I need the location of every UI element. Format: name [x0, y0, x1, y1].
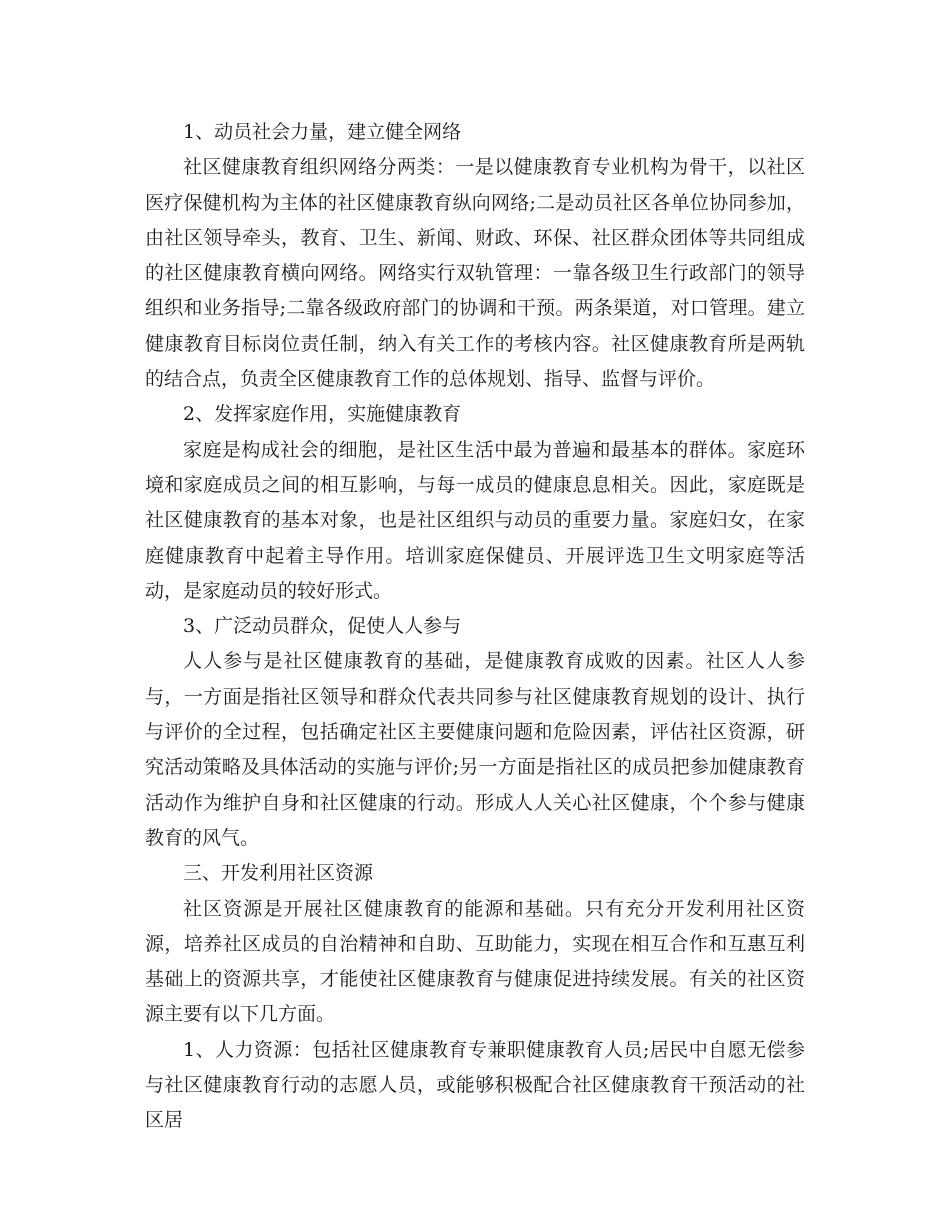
document-body	[145, 115, 805, 1139]
section-heading: 1、动员社会力量，建立健全网络	[183, 121, 462, 143]
body-paragraph: 人人参与是社区健康教育的基础，是健康教育成败的因素。社区人人参与，一方面是指社区领导和群众代表共同参与社区健康教育规划的设计、执行与评价的全过程，包括确定社区主要健康问题和危险因素，评估社区资源，研究活动策略及具体活动的实施与评价;另一方面是指社区的成员把参加健康教育活动作为维护自身和社区健康的行动。形成人人关心社区健康，个个参与健康教育的风气。	[145, 650, 805, 849]
section-heading: 三、开发利用社区资源	[183, 862, 374, 885]
section-heading: 2、发挥家庭作用，实施健康教育	[183, 403, 462, 426]
body-paragraph: 社区健康教育组织网络分两类：一是以健康教育专业机构为骨干，以社区医疗保健机构为主体的社区健康教育纵向网络;二是动员社区各单位协同参加，由社区领导牵头，教育、卫生、新闻、财政、环保、社区群众团体等共同组成的社区健康教育横向网络。网络实行双轨管理：一靠各级卫生行政部门的领导组织和业务指导;二靠各级政府部门的协调和干预。两条渠道，对口管理。建立健康教育目标岗位责任制，纳入有关工作的考核内容。社区健康教育所是两轨的结合点，负责全区健康教育工作的总体规划、指导、监督与评价。	[145, 156, 805, 391]
body-paragraph: 家庭是构成社会的细胞，是社区生活中最为普遍和最基本的群体。家庭环境和家庭成员之间的相互影响，与每一成员的健康息息相关。因此，家庭既是社区健康教育的基本对象，也是社区组织与动员的重要力量。家庭妇女，在家庭健康教育中起着主导作用。培训家庭保健员、开展评选卫生文明家庭等活动，是家庭动员的较好形式。	[145, 438, 805, 602]
body-paragraph: 1、人力资源：包括社区健康教育专兼职健康教育人员;居民中自愿无偿参与社区健康教育行动的志愿人员，或能够积极配合社区健康教育干预活动的社区居	[145, 1038, 805, 1132]
section-heading: 3、广泛动员群众，促使人人参与	[183, 615, 462, 638]
body-paragraph: 社区资源是开展社区健康教育的能源和基础。只有充分开发利用社区资源，培养社区成员的自治精神和自助、互助能力，实现在相互合作和互惠互利基础上的资源共享，才能使社区健康教育与健康促进持续发展。有关的社区资源主要有以下几方面。	[145, 897, 805, 1026]
